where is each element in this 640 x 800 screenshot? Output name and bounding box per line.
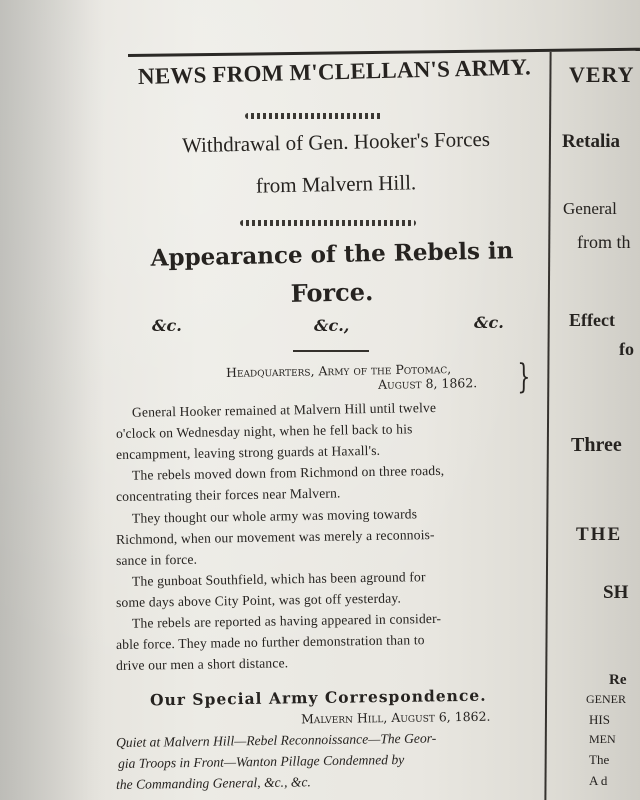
- adjacent-column: [549, 0, 640, 800]
- body-line: o'clock on Wednesday night, when he fell back to his: [115, 421, 413, 441]
- body-line: encampment, leaving strong guards at Haxall's.: [115, 442, 381, 462]
- summary-line: Quiet at Malvern Hill—Rebel Reconnoissance—The Geor-: [115, 730, 437, 751]
- subheadline-line: Force.: [290, 277, 374, 308]
- correspondence-heading: Our Special Army Correspondence.: [149, 685, 487, 710]
- adjacent-headline: THE: [576, 524, 623, 545]
- adjacent-headline: Effect: [569, 310, 615, 330]
- body-line: drive our men a short distance.: [115, 655, 289, 673]
- body-line: They thought our whole army was moving towards: [131, 506, 418, 526]
- body-line: The rebels moved down from Richmond on three roads,: [131, 462, 445, 483]
- body-line: The gunboat Southfield, which has been aground for: [131, 569, 426, 589]
- section-heading: NEWS FROM M'CLELLAN'S ARMY.: [137, 54, 532, 89]
- summary-line: gia Troops in Front—Wanton Pillage Condemned by: [117, 752, 405, 772]
- etc-mark: &c.: [474, 313, 504, 332]
- adjacent-headline: SH: [603, 582, 629, 603]
- adjacent-text: GENER: [586, 692, 626, 706]
- etc-mark: &c.: [152, 316, 182, 335]
- wavy-divider: [245, 113, 383, 119]
- correspondence-dateline: Malvern Hill, August 6, 1862.: [300, 708, 491, 727]
- adjacent-headline: General: [563, 199, 617, 218]
- adjacent-text: A d: [589, 773, 608, 788]
- short-divider: [293, 350, 369, 352]
- adjacent-heading: VERY: [569, 62, 635, 87]
- body-line: Richmond, when our movement was merely a reconnois-: [115, 526, 435, 547]
- adjacent-headline: Retalia: [562, 131, 621, 152]
- etc-mark: &c.,: [314, 316, 350, 335]
- body-line: some days above City Point, was got off yesterday.: [115, 590, 402, 610]
- adjacent-text: The: [589, 752, 610, 767]
- dateline-location: Headquarters, Army of the Potomac,: [225, 361, 452, 380]
- adjacent-headline: Three: [571, 434, 622, 456]
- headline-line: from Malvern Hill.: [255, 170, 417, 198]
- body-line: concentrating their forces near Malvern.: [115, 485, 341, 504]
- wavy-divider: [240, 220, 416, 226]
- adjacent-text: HIS: [589, 712, 610, 727]
- adjacent-subheading: Re: [609, 672, 627, 688]
- summary-line: the Commanding General, &c., &c.: [115, 774, 311, 793]
- body-line: sance in force.: [115, 551, 198, 568]
- subheadline-line: Appearance of the Rebels in: [150, 237, 514, 272]
- headline-line: Withdrawal of Gen. Hooker's Forces: [181, 126, 491, 158]
- adjacent-headline: from th: [577, 232, 631, 252]
- body-line: General Hooker remained at Malvern Hill until twelve: [131, 399, 437, 420]
- dateline-date: August 8, 1862.: [377, 375, 478, 392]
- adjacent-headline: fo: [619, 339, 634, 359]
- body-line: The rebels are reported as having appeared in consider-: [131, 610, 442, 631]
- adjacent-text: MEN: [589, 732, 616, 746]
- body-line: able force. They made no further demonstration than to: [115, 632, 425, 652]
- dateline-brace: }: [517, 357, 531, 397]
